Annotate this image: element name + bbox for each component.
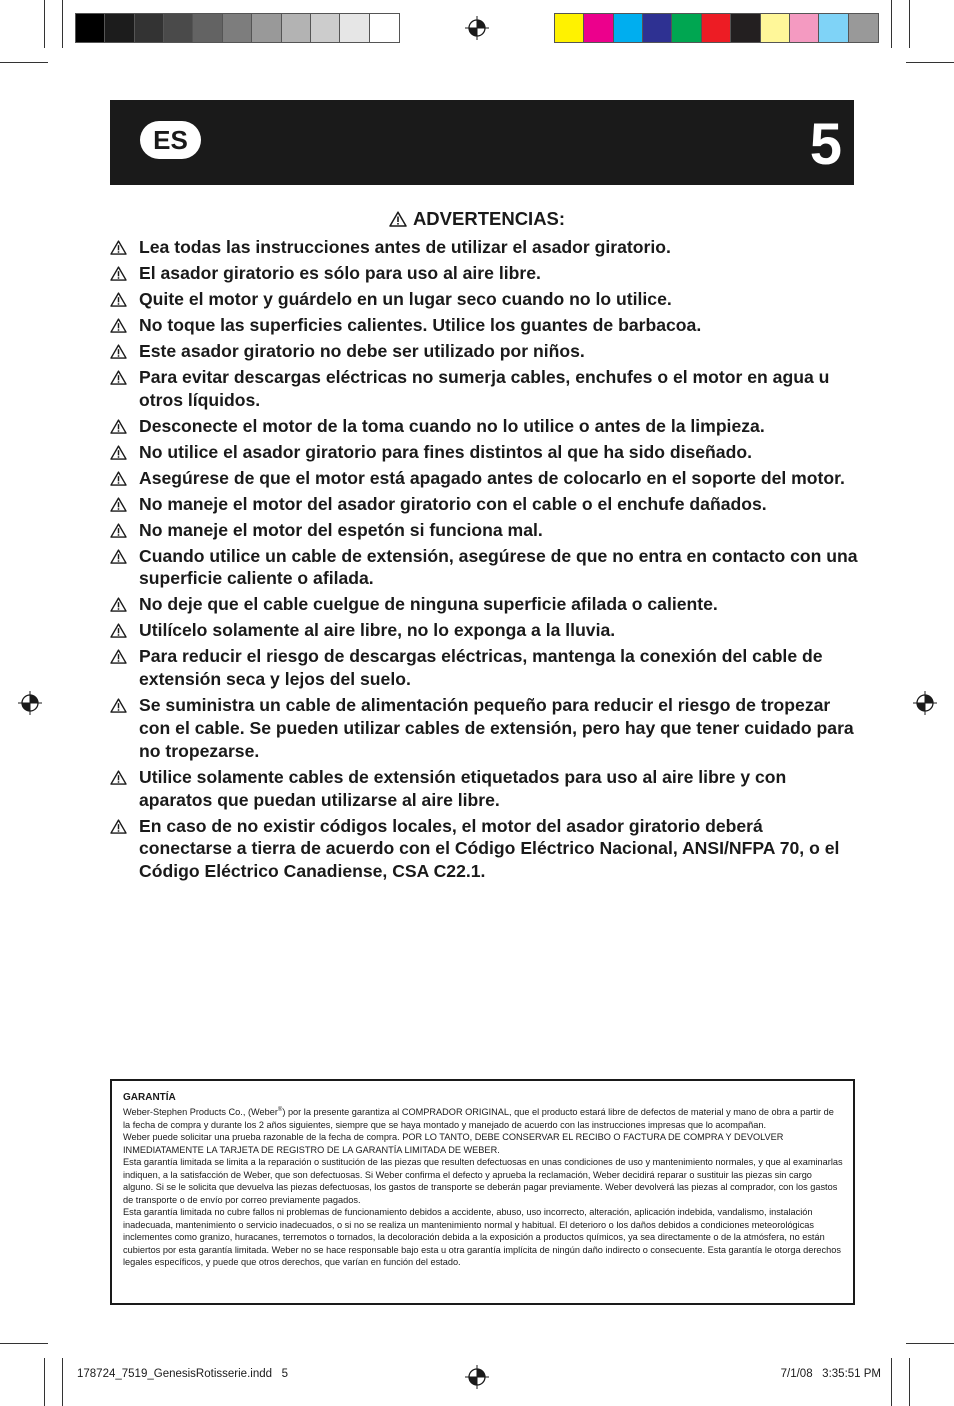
color-calibration-bar <box>554 13 879 43</box>
warnings-list <box>110 236 860 886</box>
registration-mark-icon <box>465 1365 489 1389</box>
gray-calibration-bar <box>75 13 400 43</box>
warning-item <box>110 545 860 591</box>
warning-text: No utilice el asador giratorio para fines distintos al que ha sido diseñado. <box>139 441 752 462</box>
warning-text: Utilícelo solamente al aire libre, no lo exponga a la lluvia. <box>139 620 616 641</box>
warning-triangle-icon <box>110 471 127 486</box>
crop-mark <box>891 0 892 48</box>
warning-triangle-icon <box>110 597 127 612</box>
crop-mark <box>909 1358 910 1406</box>
warning-text: No deje que el cable cuelgue de ninguna superficie afilada o caliente. <box>139 594 718 615</box>
color-swatch <box>76 14 105 42</box>
warning-triangle-icon <box>389 211 407 227</box>
crop-mark <box>62 0 63 48</box>
color-swatch <box>790 14 819 42</box>
warning-item <box>110 236 860 259</box>
color-swatch <box>672 14 701 42</box>
warning-text: Para evitar descargas eléctricas no sumerja cables, enchufes o el motor en agua u otros líquidos. <box>139 366 830 410</box>
color-swatch <box>311 14 340 42</box>
warning-triangle-icon <box>110 497 127 512</box>
warning-triangle-icon <box>110 649 127 664</box>
warning-text: Quite el motor y guárdelo en un lugar seco cuando no lo utilice. <box>139 288 672 309</box>
color-swatch <box>340 14 369 42</box>
color-swatch <box>193 14 222 42</box>
warning-triangle-icon <box>110 523 127 538</box>
warranty-paragraph: Weber puede solicitar una prueba razonable de la fecha de compra. POR LO TANTO, DEBE CONSERVAR EL RECIBO O FACTURA DE COMPRA Y DEVOLVER INMEDIATAMENTE LA TARJETA DE REGISTRO DE LA GARANTÍA LIMITADA DE WEBER. <box>123 1132 784 1155</box>
crop-mark <box>0 1343 48 1344</box>
crop-mark <box>44 0 45 48</box>
warning-item <box>110 645 860 691</box>
color-swatch <box>164 14 193 42</box>
registered-mark: ® <box>277 1107 283 1113</box>
warning-item <box>110 694 860 762</box>
warning-item <box>110 493 860 516</box>
warning-item <box>110 467 860 490</box>
warning-triangle-icon <box>110 445 127 460</box>
warning-triangle-icon <box>110 623 127 638</box>
crop-mark <box>906 1343 954 1344</box>
crop-mark <box>44 1358 45 1406</box>
warning-triangle-icon <box>110 318 127 333</box>
color-swatch <box>819 14 848 42</box>
warning-item <box>110 766 860 812</box>
crop-mark <box>62 1358 63 1406</box>
warning-text: No toque las superficies calientes. Utilice los guantes de barbacoa. <box>139 314 702 335</box>
color-swatch <box>731 14 760 42</box>
footer-timestamp: 7/1/08 3:35:51 PM <box>780 1368 881 1380</box>
warning-text: No maneje el motor del asador giratorio con el cable o el enchufe dañados. <box>139 493 767 514</box>
warning-triangle-icon <box>110 819 127 834</box>
warning-triangle-icon <box>110 549 127 564</box>
warning-text: Para reducir el riesgo de descargas eléctricas, mantenga la conexión del cable de extensión seca y lejos del suelo. <box>139 646 823 690</box>
warning-text: Se suministra un cable de alimentación pequeño para reducir el riesgo de tropezar con el cable. Se pueden utilizar cables de extensión, pero hay que tener cuidado para no tropezarse. <box>139 695 854 761</box>
warnings-title: ADVERTENCIAS: <box>412 208 566 229</box>
color-swatch <box>614 14 643 42</box>
warning-item <box>110 262 860 285</box>
warranty-paragraph: Esta garantía limitada no cubre fallos ni problemas de funcionamiento debidos a accidente, abuso, uso incorrecto, alteración, aplicación indebida, vandalismo, instalación inadecuada, mantenimiento o servicio inadecuados, o si no se realiza un mantenimiento normal y habitual. El deterioro o los daños debidos a condiciones meteorológicas inclementes como granizo, huracanes, terremotos o tornados, la decoloración debida a la exposición a productos químicos, ya sea directamente o de la atmósfera, no están cubiertos por esta garantía limitada. Weber no se hace responsable bajo esta u otra garantía implícita de ningún daño indirecto o consecuente. Esta garantía le otorga derechos legales específicos, y puede que otros derechos, que varían en función del estado. <box>123 1207 841 1268</box>
color-swatch <box>761 14 790 42</box>
warning-item <box>110 441 860 464</box>
color-swatch <box>643 14 672 42</box>
warning-item <box>110 593 860 616</box>
warning-item <box>110 619 860 642</box>
page-number: 5 <box>809 112 842 177</box>
warning-text: En caso de no existir códigos locales, el motor del asador giratorio deberá conectarse a tierra de acuerdo con el Código Eléctrico Nacional, ANSI/NFPA 70, o el Código Eléctrico Canadiense, CSA C22.1. <box>139 815 840 882</box>
warning-item <box>110 519 860 542</box>
color-swatch <box>282 14 311 42</box>
crop-mark <box>891 1358 892 1406</box>
warning-text: Este asador giratorio no debe ser utilizado por niños. <box>139 340 585 361</box>
warranty-title: GARANTÍA <box>123 1092 176 1103</box>
color-swatch <box>702 14 731 42</box>
page-header-band <box>110 100 854 185</box>
crop-mark <box>906 62 954 63</box>
warning-text: Utilice solamente cables de extensión etiquetados para uso al aire libre y con aparatos que puedan utilizarse al aire libre. <box>139 766 787 810</box>
warning-text: El asador giratorio es sólo para uso al aire libre. <box>139 262 541 283</box>
color-swatch <box>252 14 281 42</box>
warning-triangle-icon <box>110 770 127 785</box>
warning-text: Cuando utilice un cable de extensión, asegúrese de que no entra en contacto con una superficie caliente o afilada. <box>139 545 858 589</box>
warning-text: No maneje el motor del espetón si funciona mal. <box>139 519 543 540</box>
warning-triangle-icon <box>110 266 127 281</box>
crop-mark <box>0 62 48 63</box>
crop-mark <box>909 0 910 48</box>
warning-text: Asegúrese de que el motor está apagado antes de colocarlo en el soporte del motor. <box>139 467 845 488</box>
registration-mark-icon <box>18 691 42 715</box>
color-swatch <box>555 14 584 42</box>
warning-triangle-icon <box>110 698 127 713</box>
warning-item <box>110 288 860 311</box>
registration-mark-icon <box>465 16 489 40</box>
warning-item <box>110 314 860 337</box>
footer-filename: 178724_7519_GenesisRotisserie.indd 5 <box>77 1368 288 1380</box>
color-swatch <box>105 14 134 42</box>
warranty-paragraph <box>123 1104 843 1131</box>
warning-item <box>110 415 860 438</box>
warning-text: Desconecte el motor de la toma cuando no lo utilice o antes de la limpieza. <box>139 415 765 436</box>
warning-triangle-icon <box>110 344 127 359</box>
color-swatch <box>584 14 613 42</box>
warranty-box <box>110 1079 855 1305</box>
warning-triangle-icon <box>110 240 127 255</box>
warning-triangle-icon <box>110 419 127 434</box>
warning-triangle-icon <box>110 370 127 385</box>
registration-mark-icon <box>913 691 937 715</box>
warning-item <box>110 815 860 883</box>
language-badge: ES <box>140 121 201 159</box>
warning-item <box>110 366 860 412</box>
warranty-text: Weber-Stephen Products Co., (Weber <box>123 1107 278 1118</box>
color-swatch <box>223 14 252 42</box>
color-swatch <box>849 14 878 42</box>
warnings-heading <box>0 208 954 230</box>
color-swatch <box>135 14 164 42</box>
color-swatch <box>370 14 399 42</box>
warning-item <box>110 340 860 363</box>
warning-text: Lea todas las instrucciones antes de utilizar el asador giratorio. <box>139 237 671 257</box>
warranty-paragraph: Esta garantía limitada se limita a la reparación o sustitución de las piezas que resulten defectuosas en unas condiciones de uso y mantenimiento normales, y que al examinarlas indiquen, a la satisfacción de Weber, que son defectuosas. Si Weber confirma el defecto y aprueba la reclamación, Weber decidirá reparar o sustituir las piezas sin cargo alguno. Si se le solicita que devuelva las piezas defectuosas, los gastos de transporte se deberán pagar previamente. Weber devolverá las piezas al comprador, con los gastos de transporte o de envío por correo previamente pagados. <box>123 1157 843 1205</box>
warranty-text: ) por la presente garantiza al COMPRADOR ORIGINAL, que el producto estará libre de defectos de material y mano de obra a partir de la fecha de compra y durante los 2 años siguientes, siempre que se haya montado y manejado de acuerdo con las instrucciones impresas que lo acompañan. <box>123 1107 834 1130</box>
warning-triangle-icon <box>110 292 127 307</box>
